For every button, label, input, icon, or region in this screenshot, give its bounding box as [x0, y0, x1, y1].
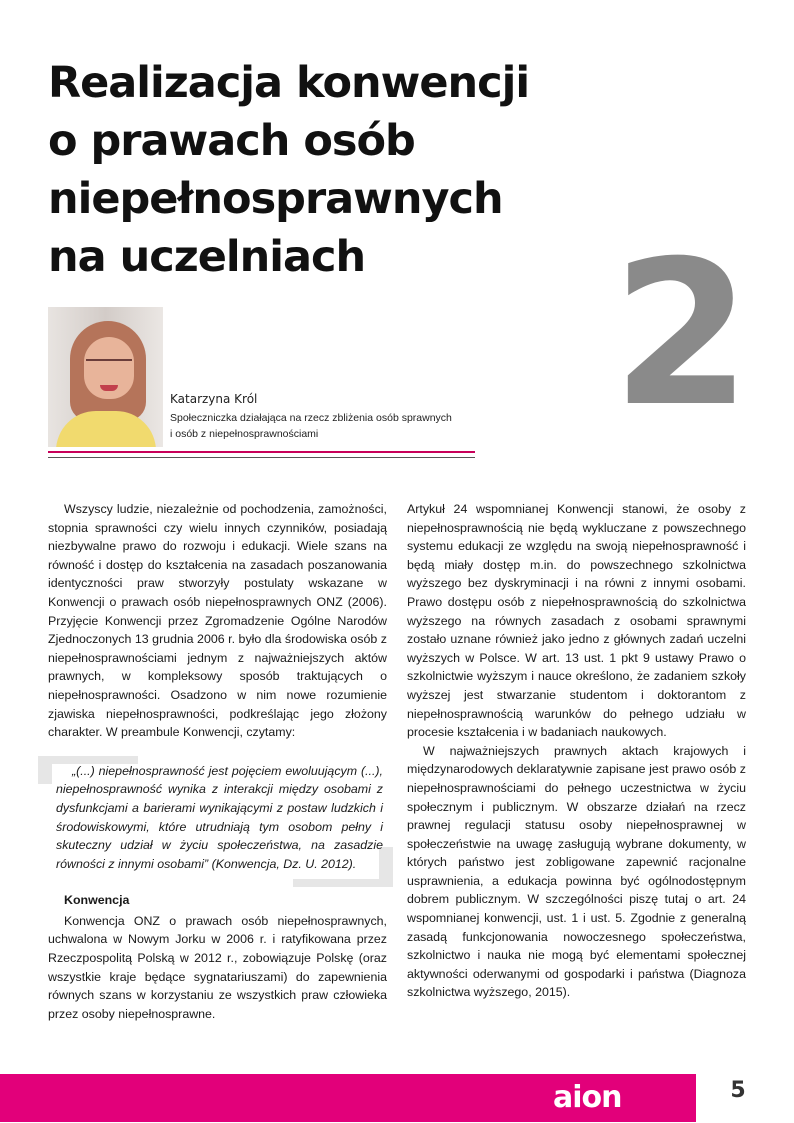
paragraph: Artykuł 24 wspomnianej Konwencji stanowi, że osoby z niepełnosprawnością nie będą wykluczane z powszechnego systemu edukacji ze względu na swoją niepełnosprawność i będą miały dostęp m.in. do powszechnego szkolnictwa wyższego bez dyskryminacji i na równi z innymi osobami. Prawo dostępu osób z niepełnosprawnością do szkolnictwa wyższego na równych zasadach z osobami sprawnymi zostało uznane również jako jedno z głównych zadań uczelni wyższych w Polsce. W art. 13 ust. 1 pkt 9 ustawy Prawo o szkolnictwie wyższym i nauce określono, że zadaniem szkoły wyższej jest stwarzanie studentom i doktorantom z niepełnosprawnością warunków do pełnego udziału w procesie kształcenia i w badaniach naukowych.	[407, 502, 746, 740]
title-line: Realizacja konwencji	[48, 58, 530, 108]
author-photo	[48, 307, 163, 447]
aion-logo: aion	[553, 1080, 622, 1115]
title-line: niepełnosprawnych	[48, 174, 503, 224]
author-description-line: Społeczniczka działająca na rzecz zbliżenia osób sprawnych	[170, 412, 452, 424]
author-description	[170, 410, 480, 442]
author-name: Katarzyna Król	[170, 392, 258, 406]
title-line: na uczelniach	[48, 232, 366, 282]
title-line: o prawach osób	[48, 116, 415, 166]
page-number: 5	[730, 1078, 746, 1103]
paragraph: Wszyscy ludzie, niezależnie od pochodzenia, zamożności, stopnia sprawności czy wielu innych czynników, posiadają niezbywalne prawo do rozwoju i edukacji. Wiele szans na równość i dostęp do kształcenia na zasadach poszanowania identyczności praw stworzyły postulaty wskazane w Konwencji o prawach osób niepełnosprawnych ONZ (2006). Przyjęcie Konwencji przez Zgromadzenie Ogólne Narodów Zjednoczonych 13 grudnia 2006 r. było dla środowiska osób z niepełnosprawnościami jednym z najważniejszych aktów prawnych, w kompleksowy sposób traktujących o niepełnosprawności. Osadzono w nim nowe rozumienie zjawiska niepełnosprawności, podkreślając jego złożony charakter. W preambule Konwencji, czytamy:	[48, 502, 387, 740]
preamble-quote	[48, 756, 387, 888]
left-column	[48, 500, 387, 1023]
right-column	[407, 500, 746, 1002]
article-title	[48, 54, 608, 286]
chapter-number: 2	[612, 218, 752, 451]
paragraph: W najważniejszych prawnych aktach krajowych i międzynarodowych deklaratywnie zapisane jest prawo osób z niepełnosprawnościami do pełnego uczestnictwa w życiu społecznym i publicznym. W obszarze działań na rzecz prawnej regulacji statusu osoby niepełnosprawnej w społeczeństwie na uwagę zasługują wybrane dokumenty, w których państwo jest zobligowane zapewnić racjonalne usprawnienia, a edukacja powinna być ogólnodostępnym dobrem publicznym. W szczególności piszę tutaj o art. 24 wspomnianej konwencji, ust. 1 i ust. 5. Zgodnie z generalną zasadą funkcjonowania nowoczesnego społeczeństwa, szkolnictwo i nauka nie mogą być elementami społecznej aktywności oderwanymi od gospodarki i państwa (Diagnoza szkolnictwa wyższego, 2015).	[407, 743, 746, 1000]
divider-accent	[48, 451, 475, 453]
author-block	[170, 392, 480, 442]
section-heading: Konwencja	[64, 893, 130, 908]
quote-text: „(...) niepełnosprawność jest pojęciem ewoluującym (...), niepełnosprawność wynika z interakcji między osobami z dysfunkcjami a barierami wynikającymi z postaw ludzkich i środowiskowymi, które utrudniają tym osobom pełny i skuteczny udział w życiu społeczeństwa, na zasadzie równości z innymi osobami” (Konwencja, Dz. U. 2012).	[56, 763, 383, 871]
divider	[48, 457, 475, 458]
paragraph: Konwencja ONZ o prawach osób niepełnosprawnych, uchwalona w Nowym Jorku w 2006 r. i ratyfikowana przez Rzeczpospolitą Polską w 2012 r., zobowiązuje Polskę (oraz wszystkie kraje będące sygnatariuszami) do zapewnienia równych szans w korzystaniu ze wszystkich praw człowieka przez osoby niepełnosprawne.	[48, 913, 387, 1021]
author-description-line: i osób z niepełnosprawnościami	[170, 428, 319, 440]
